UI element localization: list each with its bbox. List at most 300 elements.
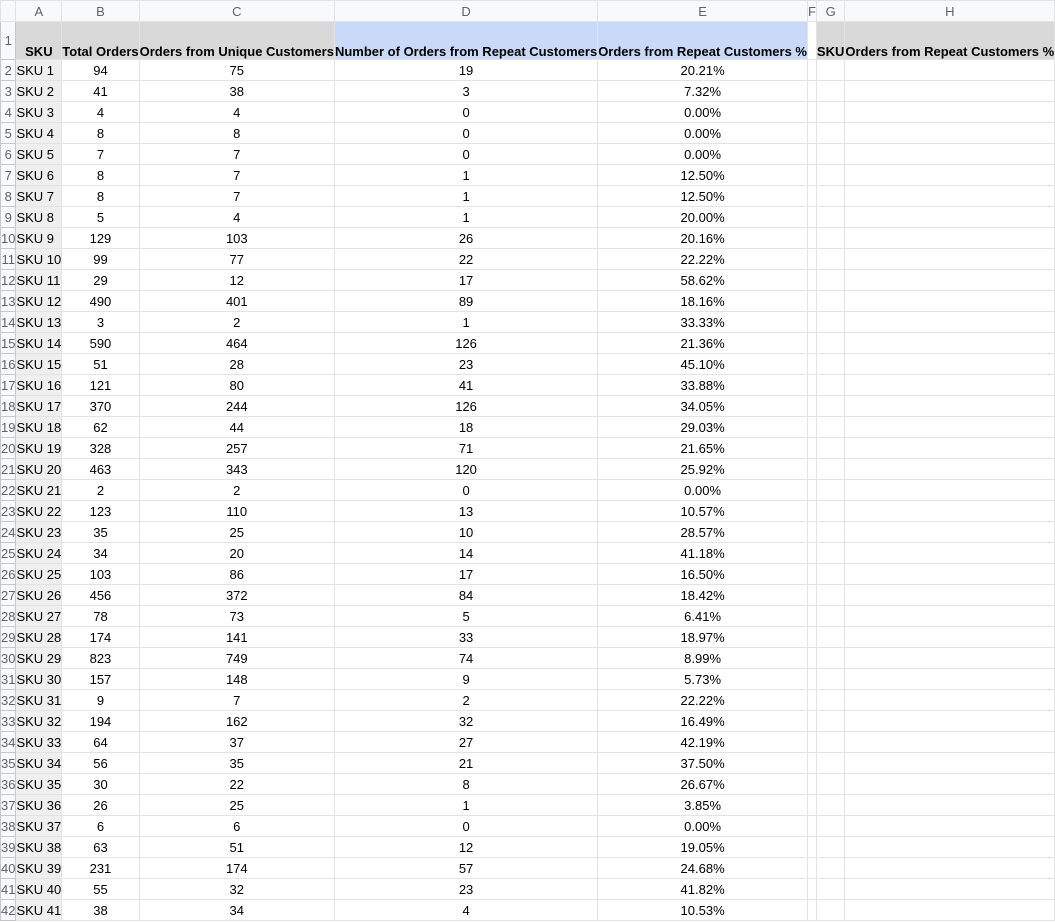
cell-repeat-percent[interactable]: 8.99% [598,648,808,669]
cell-repeat-percent[interactable]: 33.88% [598,375,808,396]
cell-repeat-percent[interactable]: 25.92% [598,459,808,480]
cell-total-orders[interactable]: 6 [62,816,139,837]
cell-total-orders[interactable]: 823 [62,648,139,669]
cell-h[interactable] [845,774,1055,795]
cell-sku[interactable]: SKU 2 [16,81,62,102]
cell-unique-orders[interactable]: 37 [139,732,334,753]
cell-repeat-orders[interactable]: 27 [334,732,597,753]
row-number[interactable]: 27 [1,585,16,606]
cell-f[interactable] [807,186,816,207]
cell-repeat-percent[interactable]: 58.62% [598,270,808,291]
cell-f[interactable] [807,459,816,480]
cell-total-orders[interactable]: 328 [62,438,139,459]
cell-repeat-orders[interactable]: 3 [334,81,597,102]
cell-unique-orders[interactable]: 343 [139,459,334,480]
cell-repeat-percent[interactable]: 18.42% [598,585,808,606]
cell-g[interactable] [816,396,844,417]
cell-g[interactable] [816,60,844,81]
select-all-corner[interactable] [1,1,16,22]
cell-repeat-orders[interactable]: 0 [334,123,597,144]
cell-h[interactable] [845,795,1055,816]
cell-repeat-orders[interactable]: 8 [334,774,597,795]
cell-unique-orders[interactable]: 2 [139,312,334,333]
cell-repeat-percent[interactable]: 42.19% [598,732,808,753]
column-header-h[interactable]: H [845,1,1055,22]
cell-repeat-orders[interactable]: 0 [334,102,597,123]
cell-h[interactable] [845,102,1055,123]
cell-g[interactable] [816,312,844,333]
cell-sku[interactable]: SKU 38 [16,837,62,858]
cell-g[interactable] [816,732,844,753]
header-cell-repeat-percent[interactable]: Orders from Repeat Customers % [598,22,808,60]
row-number[interactable]: 10 [1,228,16,249]
cell-sku[interactable]: SKU 4 [16,123,62,144]
cell-sku[interactable]: SKU 8 [16,207,62,228]
cell-sku[interactable]: SKU 34 [16,753,62,774]
cell-sku[interactable]: SKU 25 [16,564,62,585]
cell-repeat-percent[interactable]: 7.32% [598,81,808,102]
cell-f[interactable] [807,900,816,921]
cell-total-orders[interactable]: 51 [62,354,139,375]
cell-total-orders[interactable]: 9 [62,690,139,711]
cell-repeat-orders[interactable]: 126 [334,333,597,354]
cell-repeat-orders[interactable]: 1 [334,207,597,228]
cell-f[interactable] [807,228,816,249]
cell-repeat-percent[interactable]: 10.53% [598,900,808,921]
row-number[interactable]: 34 [1,732,16,753]
cell-unique-orders[interactable]: 174 [139,858,334,879]
cell-repeat-orders[interactable]: 74 [334,648,597,669]
cell-total-orders[interactable]: 34 [62,543,139,564]
column-header-b[interactable]: B [62,1,139,22]
row-number[interactable]: 35 [1,753,16,774]
cell-unique-orders[interactable]: 372 [139,585,334,606]
cell-repeat-orders[interactable]: 12 [334,837,597,858]
cell-unique-orders[interactable]: 20 [139,543,334,564]
row-number[interactable]: 13 [1,291,16,312]
cell-unique-orders[interactable]: 51 [139,837,334,858]
cell-repeat-orders[interactable]: 9 [334,669,597,690]
row-number[interactable]: 8 [1,186,16,207]
cell-f[interactable] [807,837,816,858]
row-number[interactable]: 32 [1,690,16,711]
cell-f[interactable] [807,207,816,228]
cell-repeat-percent[interactable]: 0.00% [598,102,808,123]
cell-h[interactable] [845,627,1055,648]
cell-sku[interactable]: SKU 17 [16,396,62,417]
row-number[interactable]: 42 [1,900,16,921]
cell-g[interactable] [816,354,844,375]
cell-repeat-percent[interactable]: 16.50% [598,564,808,585]
cell-g[interactable] [816,459,844,480]
cell-unique-orders[interactable]: 25 [139,795,334,816]
cell-unique-orders[interactable]: 257 [139,438,334,459]
cell-unique-orders[interactable]: 6 [139,816,334,837]
row-number[interactable]: 39 [1,837,16,858]
cell-repeat-percent[interactable]: 5.73% [598,669,808,690]
cell-sku[interactable]: SKU 19 [16,438,62,459]
cell-h[interactable] [845,480,1055,501]
cell-h[interactable] [845,690,1055,711]
row-number[interactable]: 5 [1,123,16,144]
cell-sku[interactable]: SKU 35 [16,774,62,795]
cell-repeat-percent[interactable]: 12.50% [598,186,808,207]
row-number[interactable]: 12 [1,270,16,291]
cell-sku[interactable]: SKU 6 [16,165,62,186]
cell-g[interactable] [816,165,844,186]
cell-f[interactable] [807,564,816,585]
cell-f[interactable] [807,522,816,543]
cell-unique-orders[interactable]: 12 [139,270,334,291]
cell-h[interactable] [845,291,1055,312]
cell-unique-orders[interactable]: 7 [139,690,334,711]
cell-h[interactable] [845,753,1055,774]
cell-g[interactable] [816,228,844,249]
cell-g[interactable] [816,480,844,501]
cell-f[interactable] [807,543,816,564]
header-cell-unique-orders[interactable]: Orders from Unique Customers [139,22,334,60]
cell-h[interactable] [845,669,1055,690]
cell-f[interactable] [807,795,816,816]
row-number[interactable]: 41 [1,879,16,900]
cell-repeat-percent[interactable]: 0.00% [598,123,808,144]
cell-g[interactable] [816,207,844,228]
row-number[interactable]: 37 [1,795,16,816]
cell-sku[interactable]: SKU 16 [16,375,62,396]
cell-sku[interactable]: SKU 3 [16,102,62,123]
cell-total-orders[interactable]: 78 [62,606,139,627]
cell-repeat-percent[interactable]: 45.10% [598,354,808,375]
cell-g[interactable] [816,669,844,690]
cell-repeat-percent[interactable]: 0.00% [598,480,808,501]
row-number[interactable]: 20 [1,438,16,459]
cell-repeat-orders[interactable]: 19 [334,60,597,81]
cell-repeat-orders[interactable]: 10 [334,522,597,543]
cell-repeat-percent[interactable]: 20.21% [598,60,808,81]
cell-h[interactable] [845,543,1055,564]
cell-unique-orders[interactable]: 32 [139,879,334,900]
cell-unique-orders[interactable]: 4 [139,102,334,123]
cell-unique-orders[interactable]: 38 [139,81,334,102]
row-number[interactable]: 29 [1,627,16,648]
cell-total-orders[interactable]: 30 [62,774,139,795]
cell-h[interactable] [845,249,1055,270]
cell-total-orders[interactable]: 56 [62,753,139,774]
cell-total-orders[interactable]: 64 [62,732,139,753]
cell-f[interactable] [807,438,816,459]
cell-repeat-orders[interactable]: 1 [334,165,597,186]
row-number[interactable]: 15 [1,333,16,354]
cell-h[interactable] [845,354,1055,375]
cell-unique-orders[interactable]: 28 [139,354,334,375]
header-cell-h-repeat-percent[interactable]: Orders from Repeat Customers % [845,22,1055,60]
row-number[interactable]: 25 [1,543,16,564]
row-number[interactable]: 23 [1,501,16,522]
cell-repeat-percent[interactable]: 3.85% [598,795,808,816]
row-number[interactable]: 16 [1,354,16,375]
cell-sku[interactable]: SKU 41 [16,900,62,921]
cell-unique-orders[interactable]: 7 [139,165,334,186]
cell-repeat-orders[interactable]: 5 [334,606,597,627]
row-number[interactable]: 28 [1,606,16,627]
header-cell-g-sku[interactable]: SKU [816,22,844,60]
cell-repeat-orders[interactable]: 84 [334,585,597,606]
cell-f[interactable] [807,879,816,900]
cell-f[interactable] [807,102,816,123]
cell-sku[interactable]: SKU 11 [16,270,62,291]
cell-unique-orders[interactable]: 8 [139,123,334,144]
cell-g[interactable] [816,627,844,648]
row-number[interactable]: 9 [1,207,16,228]
cell-sku[interactable]: SKU 33 [16,732,62,753]
cell-repeat-orders[interactable]: 0 [334,144,597,165]
cell-total-orders[interactable]: 62 [62,417,139,438]
cell-repeat-percent[interactable]: 37.50% [598,753,808,774]
cell-g[interactable] [816,81,844,102]
cell-total-orders[interactable]: 26 [62,795,139,816]
column-header-g[interactable]: G [816,1,844,22]
cell-repeat-orders[interactable]: 120 [334,459,597,480]
cell-h[interactable] [845,501,1055,522]
cell-g[interactable] [816,375,844,396]
cell-total-orders[interactable]: 41 [62,81,139,102]
cell-repeat-orders[interactable]: 22 [334,249,597,270]
cell-repeat-orders[interactable]: 2 [334,690,597,711]
row-number[interactable]: 17 [1,375,16,396]
cell-total-orders[interactable]: 38 [62,900,139,921]
cell-h[interactable] [845,438,1055,459]
cell-total-orders[interactable]: 194 [62,711,139,732]
cell-sku[interactable]: SKU 20 [16,459,62,480]
cell-unique-orders[interactable]: 401 [139,291,334,312]
cell-f[interactable] [807,249,816,270]
cell-repeat-percent[interactable]: 41.18% [598,543,808,564]
cell-sku[interactable]: SKU 13 [16,312,62,333]
cell-unique-orders[interactable]: 110 [139,501,334,522]
row-number[interactable]: 26 [1,564,16,585]
cell-sku[interactable]: SKU 1 [16,60,62,81]
cell-h[interactable] [845,522,1055,543]
cell-sku[interactable]: SKU 21 [16,480,62,501]
row-number[interactable]: 6 [1,144,16,165]
cell-g[interactable] [816,144,844,165]
cell-sku[interactable]: SKU 37 [16,816,62,837]
cell-sku[interactable]: SKU 10 [16,249,62,270]
row-number[interactable]: 2 [1,60,16,81]
cell-repeat-percent[interactable]: 0.00% [598,144,808,165]
cell-sku[interactable]: SKU 14 [16,333,62,354]
cell-repeat-percent[interactable]: 18.16% [598,291,808,312]
header-cell-total-orders[interactable]: Total Orders [62,22,139,60]
cell-sku[interactable]: SKU 29 [16,648,62,669]
column-header-e[interactable]: E [598,1,808,22]
header-cell-f[interactable] [807,22,816,60]
cell-h[interactable] [845,459,1055,480]
cell-total-orders[interactable]: 99 [62,249,139,270]
cell-f[interactable] [807,606,816,627]
cell-unique-orders[interactable]: 148 [139,669,334,690]
cell-h[interactable] [845,837,1055,858]
cell-sku[interactable]: SKU 31 [16,690,62,711]
cell-h[interactable] [845,207,1055,228]
cell-h[interactable] [845,900,1055,921]
cell-repeat-orders[interactable]: 32 [334,711,597,732]
cell-total-orders[interactable]: 35 [62,522,139,543]
cell-h[interactable] [845,879,1055,900]
cell-g[interactable] [816,879,844,900]
cell-sku[interactable]: SKU 32 [16,711,62,732]
cell-f[interactable] [807,354,816,375]
cell-sku[interactable]: SKU 39 [16,858,62,879]
row-number[interactable]: 11 [1,249,16,270]
cell-f[interactable] [807,501,816,522]
cell-f[interactable] [807,81,816,102]
cell-g[interactable] [816,711,844,732]
cell-repeat-orders[interactable]: 21 [334,753,597,774]
cell-repeat-orders[interactable]: 14 [334,543,597,564]
cell-h[interactable] [845,144,1055,165]
cell-repeat-percent[interactable]: 10.57% [598,501,808,522]
cell-total-orders[interactable]: 3 [62,312,139,333]
cell-h[interactable] [845,60,1055,81]
cell-repeat-percent[interactable]: 12.50% [598,165,808,186]
cell-g[interactable] [816,438,844,459]
cell-unique-orders[interactable]: 7 [139,186,334,207]
cell-g[interactable] [816,648,844,669]
cell-total-orders[interactable]: 123 [62,501,139,522]
column-header-a[interactable]: A [16,1,62,22]
cell-g[interactable] [816,291,844,312]
row-number[interactable]: 18 [1,396,16,417]
cell-repeat-orders[interactable]: 33 [334,627,597,648]
cell-h[interactable] [845,648,1055,669]
column-header-c[interactable]: C [139,1,334,22]
cell-f[interactable] [807,753,816,774]
cell-g[interactable] [816,123,844,144]
cell-f[interactable] [807,711,816,732]
cell-total-orders[interactable]: 463 [62,459,139,480]
row-number[interactable]: 21 [1,459,16,480]
row-number[interactable]: 14 [1,312,16,333]
cell-sku[interactable]: SKU 12 [16,291,62,312]
cell-sku[interactable]: SKU 23 [16,522,62,543]
cell-repeat-percent[interactable]: 0.00% [598,816,808,837]
cell-repeat-percent[interactable]: 41.82% [598,879,808,900]
cell-repeat-orders[interactable]: 89 [334,291,597,312]
cell-h[interactable] [845,333,1055,354]
cell-repeat-orders[interactable]: 4 [334,900,597,921]
cell-repeat-percent[interactable]: 29.03% [598,417,808,438]
cell-total-orders[interactable]: 129 [62,228,139,249]
cell-repeat-orders[interactable]: 18 [334,417,597,438]
cell-repeat-percent[interactable]: 24.68% [598,858,808,879]
cell-repeat-percent[interactable]: 26.67% [598,774,808,795]
cell-repeat-orders[interactable]: 23 [334,354,597,375]
cell-f[interactable] [807,732,816,753]
cell-unique-orders[interactable]: 244 [139,396,334,417]
cell-repeat-orders[interactable]: 17 [334,270,597,291]
cell-h[interactable] [845,585,1055,606]
cell-repeat-percent[interactable]: 22.22% [598,690,808,711]
cell-total-orders[interactable]: 456 [62,585,139,606]
cell-sku[interactable]: SKU 18 [16,417,62,438]
cell-sku[interactable]: SKU 27 [16,606,62,627]
cell-repeat-percent[interactable]: 33.33% [598,312,808,333]
cell-f[interactable] [807,774,816,795]
row-number[interactable]: 19 [1,417,16,438]
cell-g[interactable] [816,753,844,774]
cell-h[interactable] [845,564,1055,585]
cell-g[interactable] [816,837,844,858]
cell-f[interactable] [807,417,816,438]
cell-sku[interactable]: SKU 24 [16,543,62,564]
cell-h[interactable] [845,123,1055,144]
row-number[interactable]: 7 [1,165,16,186]
cell-sku[interactable]: SKU 22 [16,501,62,522]
cell-g[interactable] [816,774,844,795]
cell-f[interactable] [807,396,816,417]
cell-repeat-percent[interactable]: 6.41% [598,606,808,627]
cell-repeat-orders[interactable]: 26 [334,228,597,249]
cell-g[interactable] [816,417,844,438]
cell-unique-orders[interactable]: 7 [139,144,334,165]
cell-total-orders[interactable]: 121 [62,375,139,396]
cell-unique-orders[interactable]: 2 [139,480,334,501]
cell-repeat-orders[interactable]: 23 [334,879,597,900]
cell-total-orders[interactable]: 94 [62,60,139,81]
cell-h[interactable] [845,165,1055,186]
cell-unique-orders[interactable]: 35 [139,753,334,774]
cell-repeat-orders[interactable]: 1 [334,312,597,333]
cell-repeat-orders[interactable]: 0 [334,480,597,501]
cell-g[interactable] [816,501,844,522]
cell-unique-orders[interactable]: 162 [139,711,334,732]
cell-f[interactable] [807,375,816,396]
cell-unique-orders[interactable]: 22 [139,774,334,795]
cell-repeat-percent[interactable]: 16.49% [598,711,808,732]
cell-h[interactable] [845,186,1055,207]
cell-repeat-percent[interactable]: 18.97% [598,627,808,648]
cell-sku[interactable]: SKU 26 [16,585,62,606]
cell-total-orders[interactable]: 103 [62,564,139,585]
cell-total-orders[interactable]: 490 [62,291,139,312]
cell-f[interactable] [807,270,816,291]
cell-f[interactable] [807,585,816,606]
cell-total-orders[interactable]: 174 [62,627,139,648]
cell-repeat-orders[interactable]: 1 [334,795,597,816]
row-number[interactable]: 30 [1,648,16,669]
cell-sku[interactable]: SKU 30 [16,669,62,690]
cell-f[interactable] [807,816,816,837]
cell-h[interactable] [845,81,1055,102]
cell-repeat-orders[interactable]: 17 [334,564,597,585]
cell-g[interactable] [816,795,844,816]
cell-repeat-percent[interactable]: 34.05% [598,396,808,417]
cell-g[interactable] [816,522,844,543]
cell-total-orders[interactable]: 29 [62,270,139,291]
row-number[interactable]: 36 [1,774,16,795]
cell-sku[interactable]: SKU 7 [16,186,62,207]
cell-h[interactable] [845,417,1055,438]
cell-unique-orders[interactable]: 749 [139,648,334,669]
cell-f[interactable] [807,291,816,312]
cell-repeat-orders[interactable]: 57 [334,858,597,879]
cell-h[interactable] [845,606,1055,627]
cell-sku[interactable]: SKU 40 [16,879,62,900]
cell-total-orders[interactable]: 55 [62,879,139,900]
cell-total-orders[interactable]: 8 [62,186,139,207]
cell-g[interactable] [816,543,844,564]
